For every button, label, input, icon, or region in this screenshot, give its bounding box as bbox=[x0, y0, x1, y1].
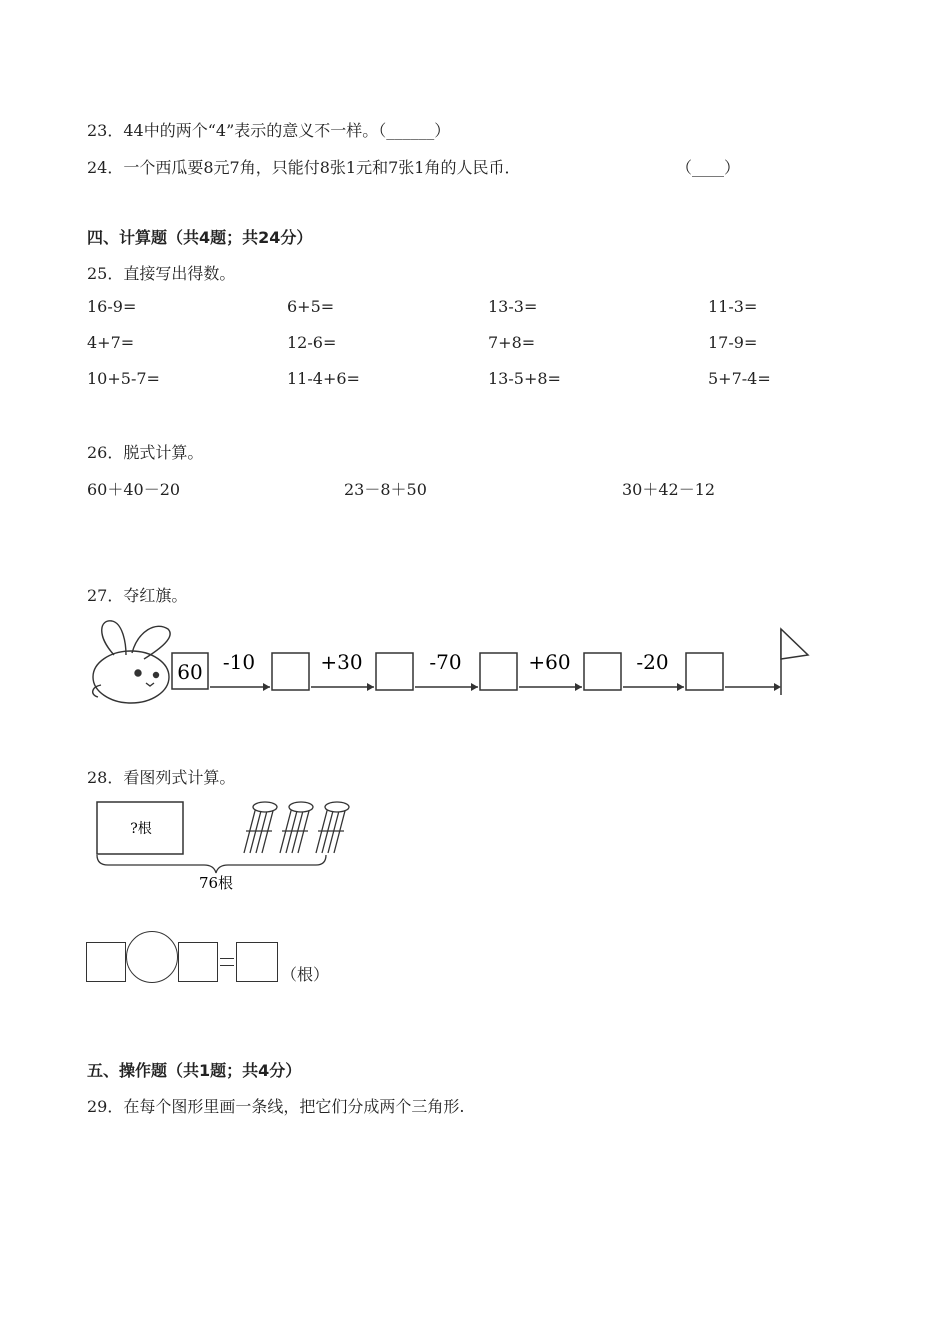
operator-circle[interactable] bbox=[126, 931, 178, 983]
section-4-heading: 四、计算题（共4题；共24分） bbox=[87, 228, 313, 247]
question-28-title: 28．看图列式计算。 bbox=[87, 768, 236, 787]
total-brace bbox=[97, 855, 326, 873]
answer-box[interactable] bbox=[480, 653, 517, 690]
operation-label: -10 bbox=[222, 650, 256, 674]
stick-bundle-icon bbox=[280, 802, 313, 853]
flag-race-diagram bbox=[86, 615, 816, 715]
oral-calc-item: 11-4+6= bbox=[287, 369, 360, 388]
answer-box[interactable] bbox=[376, 653, 413, 690]
oral-calc-item: 16-9= bbox=[87, 297, 137, 316]
operation-label: -70 bbox=[429, 650, 462, 674]
oral-calc-item: 11-3= bbox=[708, 297, 758, 316]
arrow-head bbox=[471, 683, 478, 691]
answer-box[interactable] bbox=[584, 653, 621, 690]
arrow-head bbox=[774, 683, 781, 691]
question-23: 23．44中的两个“4”表示的意义不一样。（______） bbox=[87, 121, 451, 140]
stick-bundles-diagram bbox=[86, 795, 386, 900]
answer-box[interactable] bbox=[86, 942, 126, 982]
step-calc-expression: 60＋40－20 bbox=[87, 480, 181, 499]
operation-label: +60 bbox=[528, 650, 571, 674]
start-number: 60 bbox=[177, 660, 203, 684]
section-5-heading: 五、操作题（共1题；共4分） bbox=[87, 1061, 302, 1080]
step-calc-expression: 23－8＋50 bbox=[344, 480, 427, 499]
arrow-head bbox=[263, 683, 270, 691]
oral-calc-item: 10+5-7= bbox=[87, 369, 160, 388]
oral-calc-item: 13-3= bbox=[488, 297, 538, 316]
question-27-title: 27．夺红旗。 bbox=[87, 586, 188, 605]
oral-calc-item: 6+5= bbox=[287, 297, 335, 316]
total-sticks-label: 76根 bbox=[198, 874, 234, 892]
oral-calc-item: 4+7= bbox=[87, 333, 135, 352]
step-calc-expression: 30＋42－12 bbox=[622, 480, 716, 499]
arrow-head bbox=[677, 683, 684, 691]
equals-sign bbox=[220, 958, 234, 966]
operation-label: +30 bbox=[320, 650, 363, 674]
oral-calc-item: 5+7-4= bbox=[708, 369, 771, 388]
question-29: 29．在每个图形里画一条线，把它们分成两个三角形. bbox=[87, 1097, 465, 1116]
unit-label: （根） bbox=[281, 965, 330, 984]
question-26-title: 26．脱式计算。 bbox=[87, 443, 204, 462]
stick-bundle-icon bbox=[316, 802, 349, 853]
result-box[interactable] bbox=[236, 942, 278, 982]
question-24: 24．一个西瓜要8元7角，只能付8张1元和7张1角的人民币． bbox=[87, 158, 521, 177]
stick-bundle-icon bbox=[244, 802, 277, 853]
red-flag-icon bbox=[781, 629, 808, 695]
operation-label: -20 bbox=[636, 650, 669, 674]
unknown-sticks-label: ?根 bbox=[130, 821, 152, 837]
oral-calc-item: 7+8= bbox=[488, 333, 536, 352]
answer-box[interactable] bbox=[272, 653, 309, 690]
oral-calc-item: 17-9= bbox=[708, 333, 758, 352]
oral-calc-item: 12-6= bbox=[287, 333, 337, 352]
oral-calc-item: 13-5+8= bbox=[488, 369, 561, 388]
arrow-head bbox=[575, 683, 582, 691]
question-24-answer-blank[interactable]: （____） bbox=[676, 158, 741, 177]
arrow-chain bbox=[210, 650, 781, 691]
question-25-title: 25．直接写出得数。 bbox=[87, 264, 236, 283]
answer-box[interactable] bbox=[178, 942, 218, 982]
rabbit-icon bbox=[93, 621, 170, 703]
answer-box[interactable] bbox=[686, 653, 723, 690]
arrow-head bbox=[367, 683, 374, 691]
